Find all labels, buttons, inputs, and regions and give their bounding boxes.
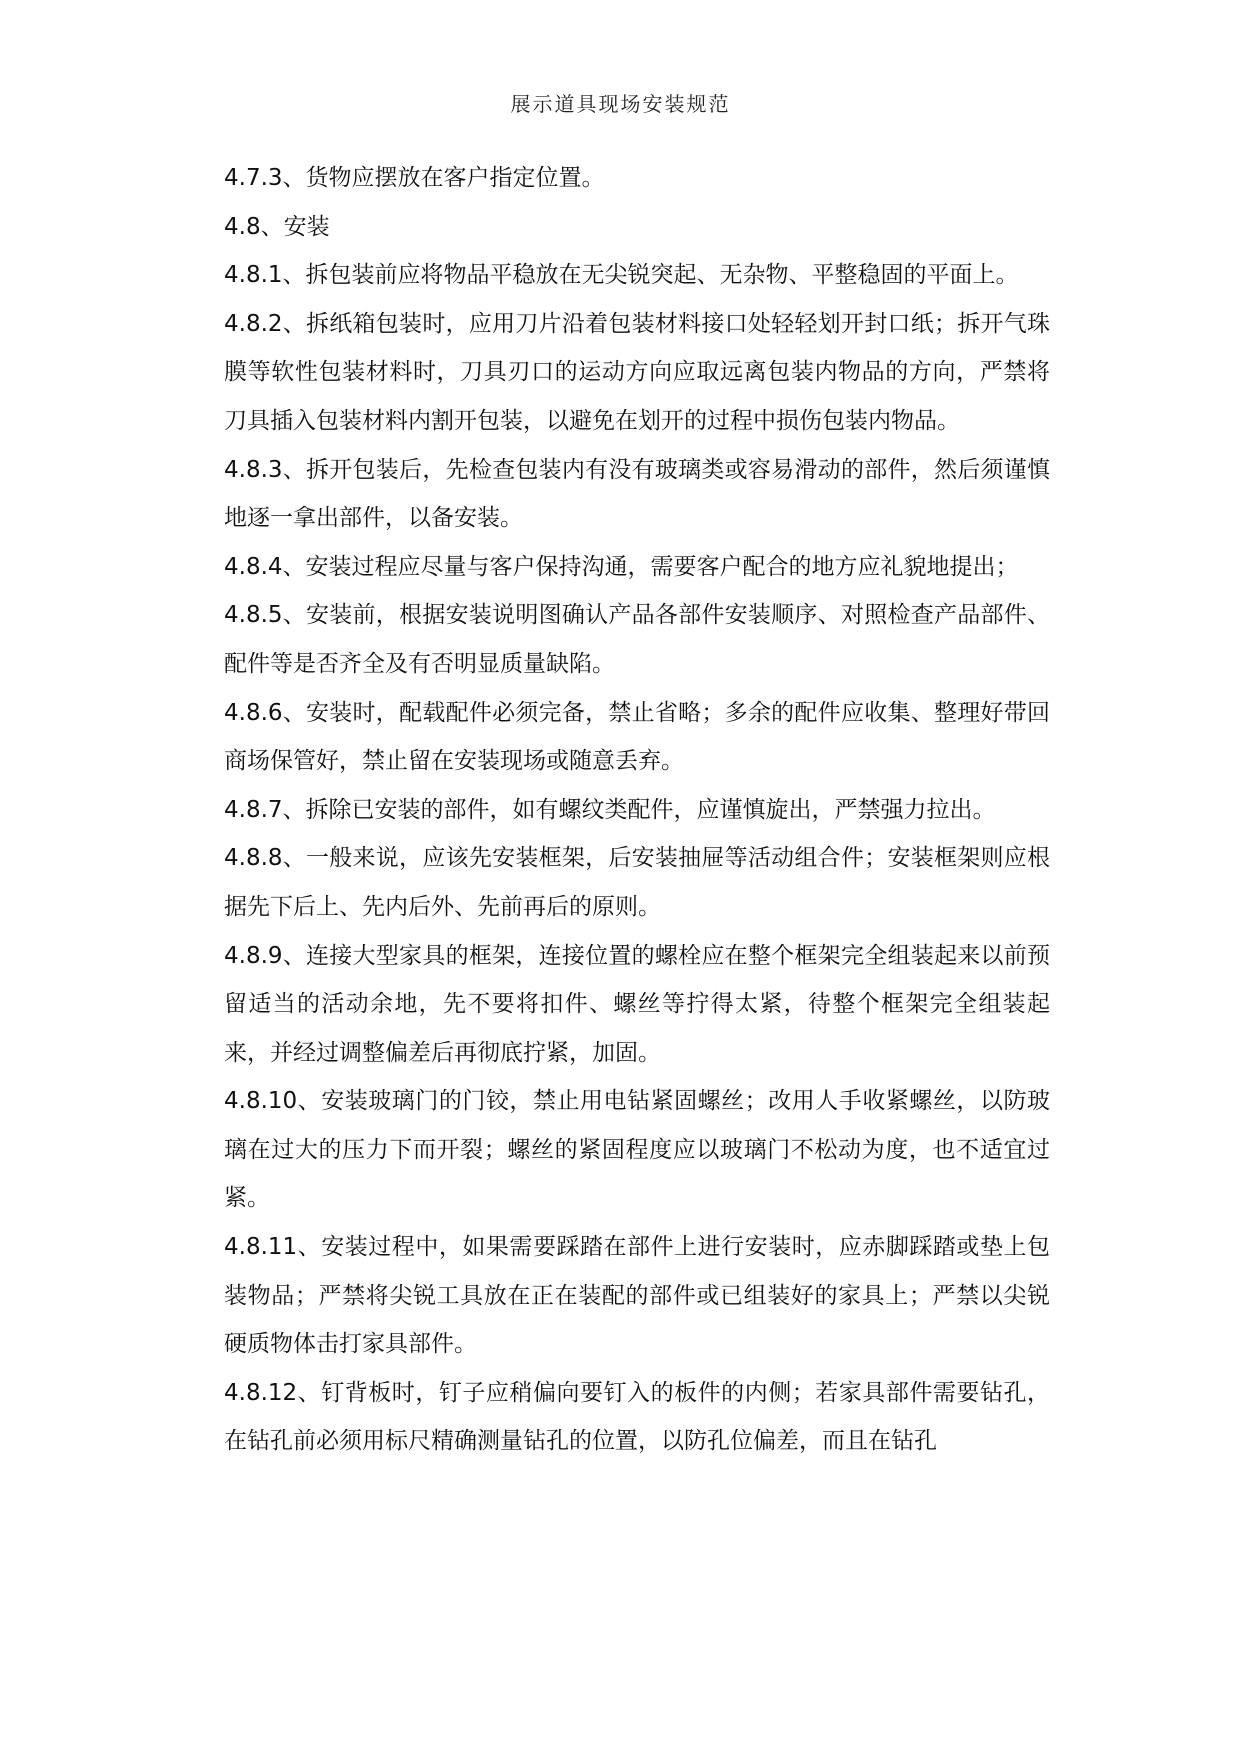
paragraph-4-8-6: 4.8.6、安装时，配载配件必须完备，禁止省略；多余的配件应收集、整理好带回商场保管好，禁止留在安装现场或随意丢弃。 bbox=[224, 699, 1050, 775]
paragraph-4-8-8: 4.8.8、一般来说，应该先安装框架，后安装抽屉等活动组合件；安装框架则应根据先下后上、先内后外、先前再后的原则。 bbox=[224, 845, 1050, 920]
paragraph-4-8-12: 4.8.12、钉背板时，钉子应稍偏向要钉入的板件的内侧；若家具部件需要钻孔，在钻孔前必须用标尺精确测量钻孔的位置，以防孔位偏差，而且在钻孔 bbox=[224, 1379, 1050, 1455]
paragraph-4-8-7: 4.8.7、拆除已安装的部件，如有螺纹类配件，应谨慎旋出，严禁强力拉出。 bbox=[224, 796, 996, 823]
paragraph-4-8-9: 4.8.9、连接大型家具的框架，连接位置的螺栓应在整个框架完全组装起来以前预留适当的活动余地，先不要将扣件、螺丝等拧得太紧，待整个框架完全组装起来，并经过调整偏差后再彻底拧紧，加固。 bbox=[224, 942, 1050, 1066]
paragraph-4-8-5: 4.8.5、安装前，根据安装说明图确认产品各部件安装顺序、对照检查产品部件、配件等是否齐全及有否明显质量缺陷。 bbox=[224, 602, 1050, 677]
paragraph-4-8-1: 4.8.1、拆包装前应将物品平稳放在无尖锐突起、无杂物、平整稳固的平面上。 bbox=[224, 262, 1019, 289]
paragraph-4-8-4: 4.8.4、安装过程应尽量与客户保持沟通，需要客户配合的地方应礼貌地提出； bbox=[224, 553, 1019, 580]
paragraph-4-8-11: 4.8.11、安装过程中，如果需要踩踏在部件上进行安装时，应赤脚踩踏或垫上包装物品；严禁将尖锐工具放在正在装配的部件或已组装好的家具上；严禁以尖锐硬质物体击打家具部件。 bbox=[224, 1234, 1050, 1358]
paragraph-4-7-3: 4.7.3、货物应摆放在客户指定位置。 bbox=[224, 165, 605, 191]
paragraph-4-8-10: 4.8.10、安装玻璃门的门铰，禁止用电钻紧固螺丝；改用人手收紧螺丝，以防玻璃在过大的压力下而开裂；螺丝的紧固程度应以玻璃门不松动为度，也不适宜过紧。 bbox=[224, 1088, 1050, 1212]
page-header-title: 展示道具现场安装规范 bbox=[510, 92, 731, 116]
section-heading-4-8: 4.8、安装 bbox=[224, 213, 330, 240]
paragraph-4-8-2: 4.8.2、拆纸箱包装时，应用刀片沿着包装材料接口处轻轻划开封口纸；拆开气珠膜等软性包装材料时，刀具刃口的运动方向应取远离包装内物品的方向，严禁将刀具插入包装材料内割开包装，以避免在划开的过程中损伤包装内物品。 bbox=[224, 310, 1050, 434]
document-body bbox=[224, 154, 1050, 1466]
paragraph-4-8-3: 4.8.3、拆开包装后，先检查包装内有没有玻璃类或容易滑动的部件，然后须谨慎地逐一拿出部件，以备安装。 bbox=[224, 456, 1050, 532]
